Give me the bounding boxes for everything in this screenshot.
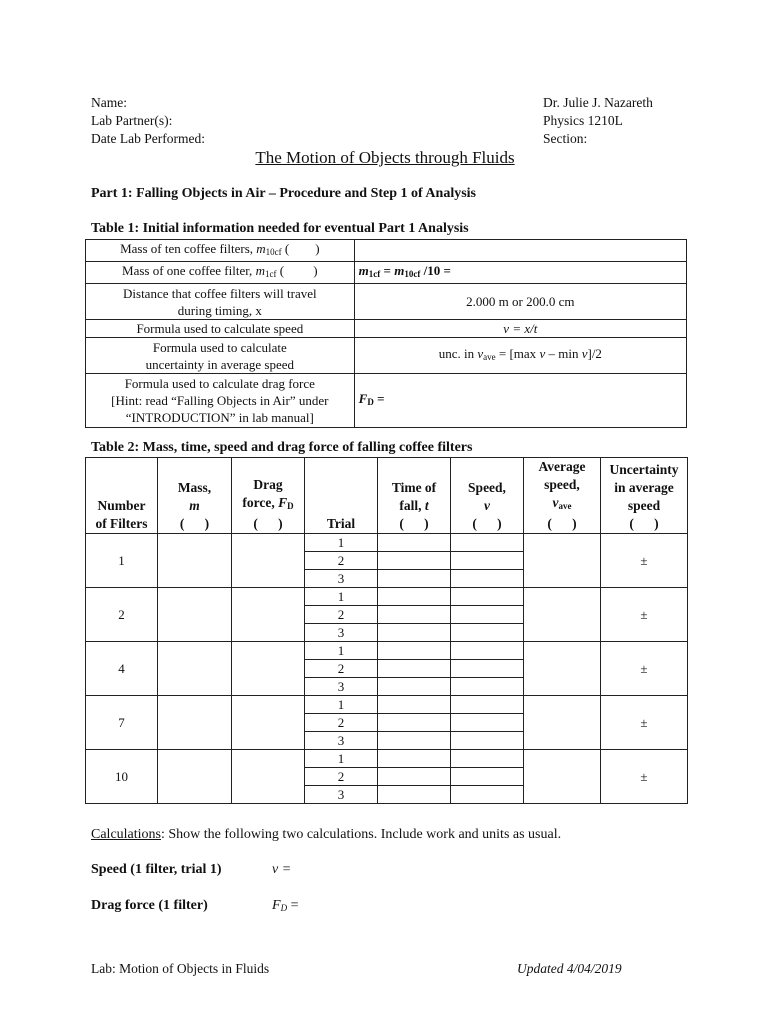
mass-ten-label: Mass of ten coffee filters, $m_{10cf}$ ( ) (86, 240, 355, 262)
drag-force-cell[interactable] (232, 588, 305, 642)
trial-cell: 3 (305, 786, 378, 804)
header-number: Number of Filters (86, 458, 158, 534)
mass-ten-value[interactable] (354, 240, 686, 262)
speed-cell[interactable] (451, 570, 524, 588)
filter-count-cell: 10 (86, 750, 158, 804)
speed-cell[interactable] (451, 768, 524, 786)
speed-cell[interactable] (451, 588, 524, 606)
header-trial: Trial (305, 458, 378, 534)
speed-cell[interactable] (451, 678, 524, 696)
speed-cell[interactable] (451, 642, 524, 660)
trial-cell: 1 (305, 696, 378, 714)
time-cell[interactable] (378, 552, 451, 570)
trial-cell: 2 (305, 768, 378, 786)
avg-speed-cell[interactable] (524, 588, 601, 642)
avg-speed-cell[interactable] (524, 534, 601, 588)
calculations-text: : Show the following two calculations. Include work and units as usual. (161, 827, 562, 842)
avg-speed-cell[interactable] (524, 750, 601, 804)
table-row (86, 320, 687, 338)
speed-formula-label: Formula used to calculate speed (86, 320, 355, 338)
footer-lab-title: Lab: Motion of Objects in Fluids (91, 961, 270, 976)
speed-cell[interactable] (451, 660, 524, 678)
header-time: Time of fall, t ( ) (378, 458, 451, 534)
trial-cell: 1 (305, 642, 378, 660)
filter-count-cell: 1 (86, 534, 158, 588)
speed-cell[interactable] (451, 606, 524, 624)
time-cell[interactable] (378, 534, 451, 552)
drag-force-cell[interactable] (232, 534, 305, 588)
drag-formula-label: Formula used to calculate drag force [Hint: read “Falling Objects in Air” under “INTRODUCTION” in lab manual] (86, 374, 355, 428)
table-row (86, 750, 688, 768)
header-left (91, 94, 205, 148)
time-cell[interactable] (378, 570, 451, 588)
speed-cell[interactable] (451, 750, 524, 768)
trial-cell: 2 (305, 660, 378, 678)
time-cell[interactable] (378, 768, 451, 786)
time-cell[interactable] (378, 696, 451, 714)
table-row (86, 374, 687, 428)
mass-cell[interactable] (158, 642, 232, 696)
time-cell[interactable] (378, 732, 451, 750)
drag-calc-equation[interactable]: $F_D$ = (272, 898, 299, 913)
unc-formula-value: unc. in $v_{ave} = [\max$ v – min v]/2 (354, 338, 686, 374)
mass-cell[interactable] (158, 534, 232, 588)
drag-calc-label: Drag force (1 filter) (91, 898, 208, 913)
mass-cell[interactable] (158, 696, 232, 750)
table-row (86, 240, 687, 262)
distance-value: 2.000 m or 200.0 cm (354, 284, 686, 320)
uncertainty-cell[interactable]: ± (601, 534, 688, 588)
table-row (86, 338, 687, 374)
time-cell[interactable] (378, 642, 451, 660)
trial-cell: 3 (305, 678, 378, 696)
speed-cell[interactable] (451, 714, 524, 732)
uncertainty-cell[interactable]: ± (601, 696, 688, 750)
table-row (86, 262, 687, 284)
header-drag: Drag force, $F_D$ ( ) (232, 458, 305, 534)
avg-speed-cell[interactable] (524, 642, 601, 696)
drag-force-cell[interactable] (232, 642, 305, 696)
table1 (85, 239, 687, 428)
trial-cell: 1 (305, 588, 378, 606)
drag-force-cell[interactable] (232, 696, 305, 750)
uncertainty-cell[interactable]: ± (601, 588, 688, 642)
uncertainty-cell[interactable]: ± (601, 642, 688, 696)
trial-cell: 3 (305, 570, 378, 588)
trial-cell: 3 (305, 732, 378, 750)
header-right (543, 94, 653, 148)
table-row (86, 284, 687, 320)
time-cell[interactable] (378, 606, 451, 624)
trial-cell: 2 (305, 606, 378, 624)
mass-cell[interactable] (158, 588, 232, 642)
calculations-instructions (91, 827, 561, 843)
speed-cell[interactable] (451, 534, 524, 552)
speed-calc-label: Speed (1 filter, trial 1) (91, 862, 222, 877)
course-name: Physics 1210L (543, 113, 623, 128)
table-row (86, 588, 688, 606)
trial-cell: 3 (305, 624, 378, 642)
speed-cell[interactable] (451, 696, 524, 714)
speed-cell[interactable] (451, 624, 524, 642)
filter-count-cell: 7 (86, 696, 158, 750)
speed-cell[interactable] (451, 552, 524, 570)
distance-label: Distance that coffee filters will travel during timing, x (86, 284, 355, 320)
speed-cell[interactable] (451, 786, 524, 804)
table1-caption: Table 1: Initial information needed for eventual Part 1 Analysis (91, 221, 469, 236)
time-cell[interactable] (378, 786, 451, 804)
table2 (85, 457, 688, 804)
date-label: Date Lab Performed: (91, 131, 205, 146)
mass-cell[interactable] (158, 750, 232, 804)
trial-cell: 1 (305, 534, 378, 552)
time-cell[interactable] (378, 624, 451, 642)
table2-body (86, 534, 688, 804)
header-avg-speed: Average speed, $v_{ave}$ ( ) (524, 458, 601, 534)
drag-force-cell[interactable] (232, 750, 305, 804)
header-speed: Speed, v ( ) (451, 458, 524, 534)
trial-cell: 2 (305, 714, 378, 732)
part1-heading: Part 1: Falling Objects in Air – Procedure and Step 1 of Analysis (91, 186, 477, 201)
table-row (86, 534, 688, 552)
instructor-name: Dr. Julie J. Nazareth (543, 95, 653, 110)
partners-label: Lab Partner(s): (91, 113, 173, 128)
filter-count-cell: 2 (86, 588, 158, 642)
table2-header-row (86, 458, 688, 534)
table-row (86, 642, 688, 660)
name-label: Name: (91, 95, 127, 110)
unc-formula-label: Formula used to calculate uncertainty in average speed (86, 338, 355, 374)
trial-cell: 2 (305, 552, 378, 570)
time-cell[interactable] (378, 714, 451, 732)
time-cell[interactable] (378, 750, 451, 768)
trial-cell: 1 (305, 750, 378, 768)
mass-one-value[interactable]: $m_{1cf} = m_{10cf}$ /10 = (354, 262, 686, 284)
time-cell[interactable] (378, 660, 451, 678)
calculations-label: Calculations (91, 827, 161, 842)
header-mass: Mass, m ( ) (158, 458, 232, 534)
speed-calc-equation[interactable]: v = (272, 862, 292, 877)
section-label: Section: (543, 131, 588, 146)
drag-formula-value[interactable]: $F_D$ = (354, 374, 686, 428)
uncertainty-cell[interactable]: ± (601, 750, 688, 804)
avg-speed-cell[interactable] (524, 696, 601, 750)
speed-cell[interactable] (451, 732, 524, 750)
footer-updated: Updated 4/04/2019 (517, 961, 622, 976)
page-title: The Motion of Objects through Fluids (255, 148, 515, 167)
table2-caption: Table 2: Mass, time, speed and drag force of falling coffee filters (91, 440, 473, 455)
table-row (86, 696, 688, 714)
speed-formula-value: v = x/t (354, 320, 686, 338)
header-uncertainty: Uncertainty in average speed ( ) (601, 458, 688, 534)
time-cell[interactable] (378, 588, 451, 606)
mass-one-label: Mass of one coffee filter, $m_{1cf}$ ( ) (86, 262, 355, 284)
filter-count-cell: 4 (86, 642, 158, 696)
time-cell[interactable] (378, 678, 451, 696)
